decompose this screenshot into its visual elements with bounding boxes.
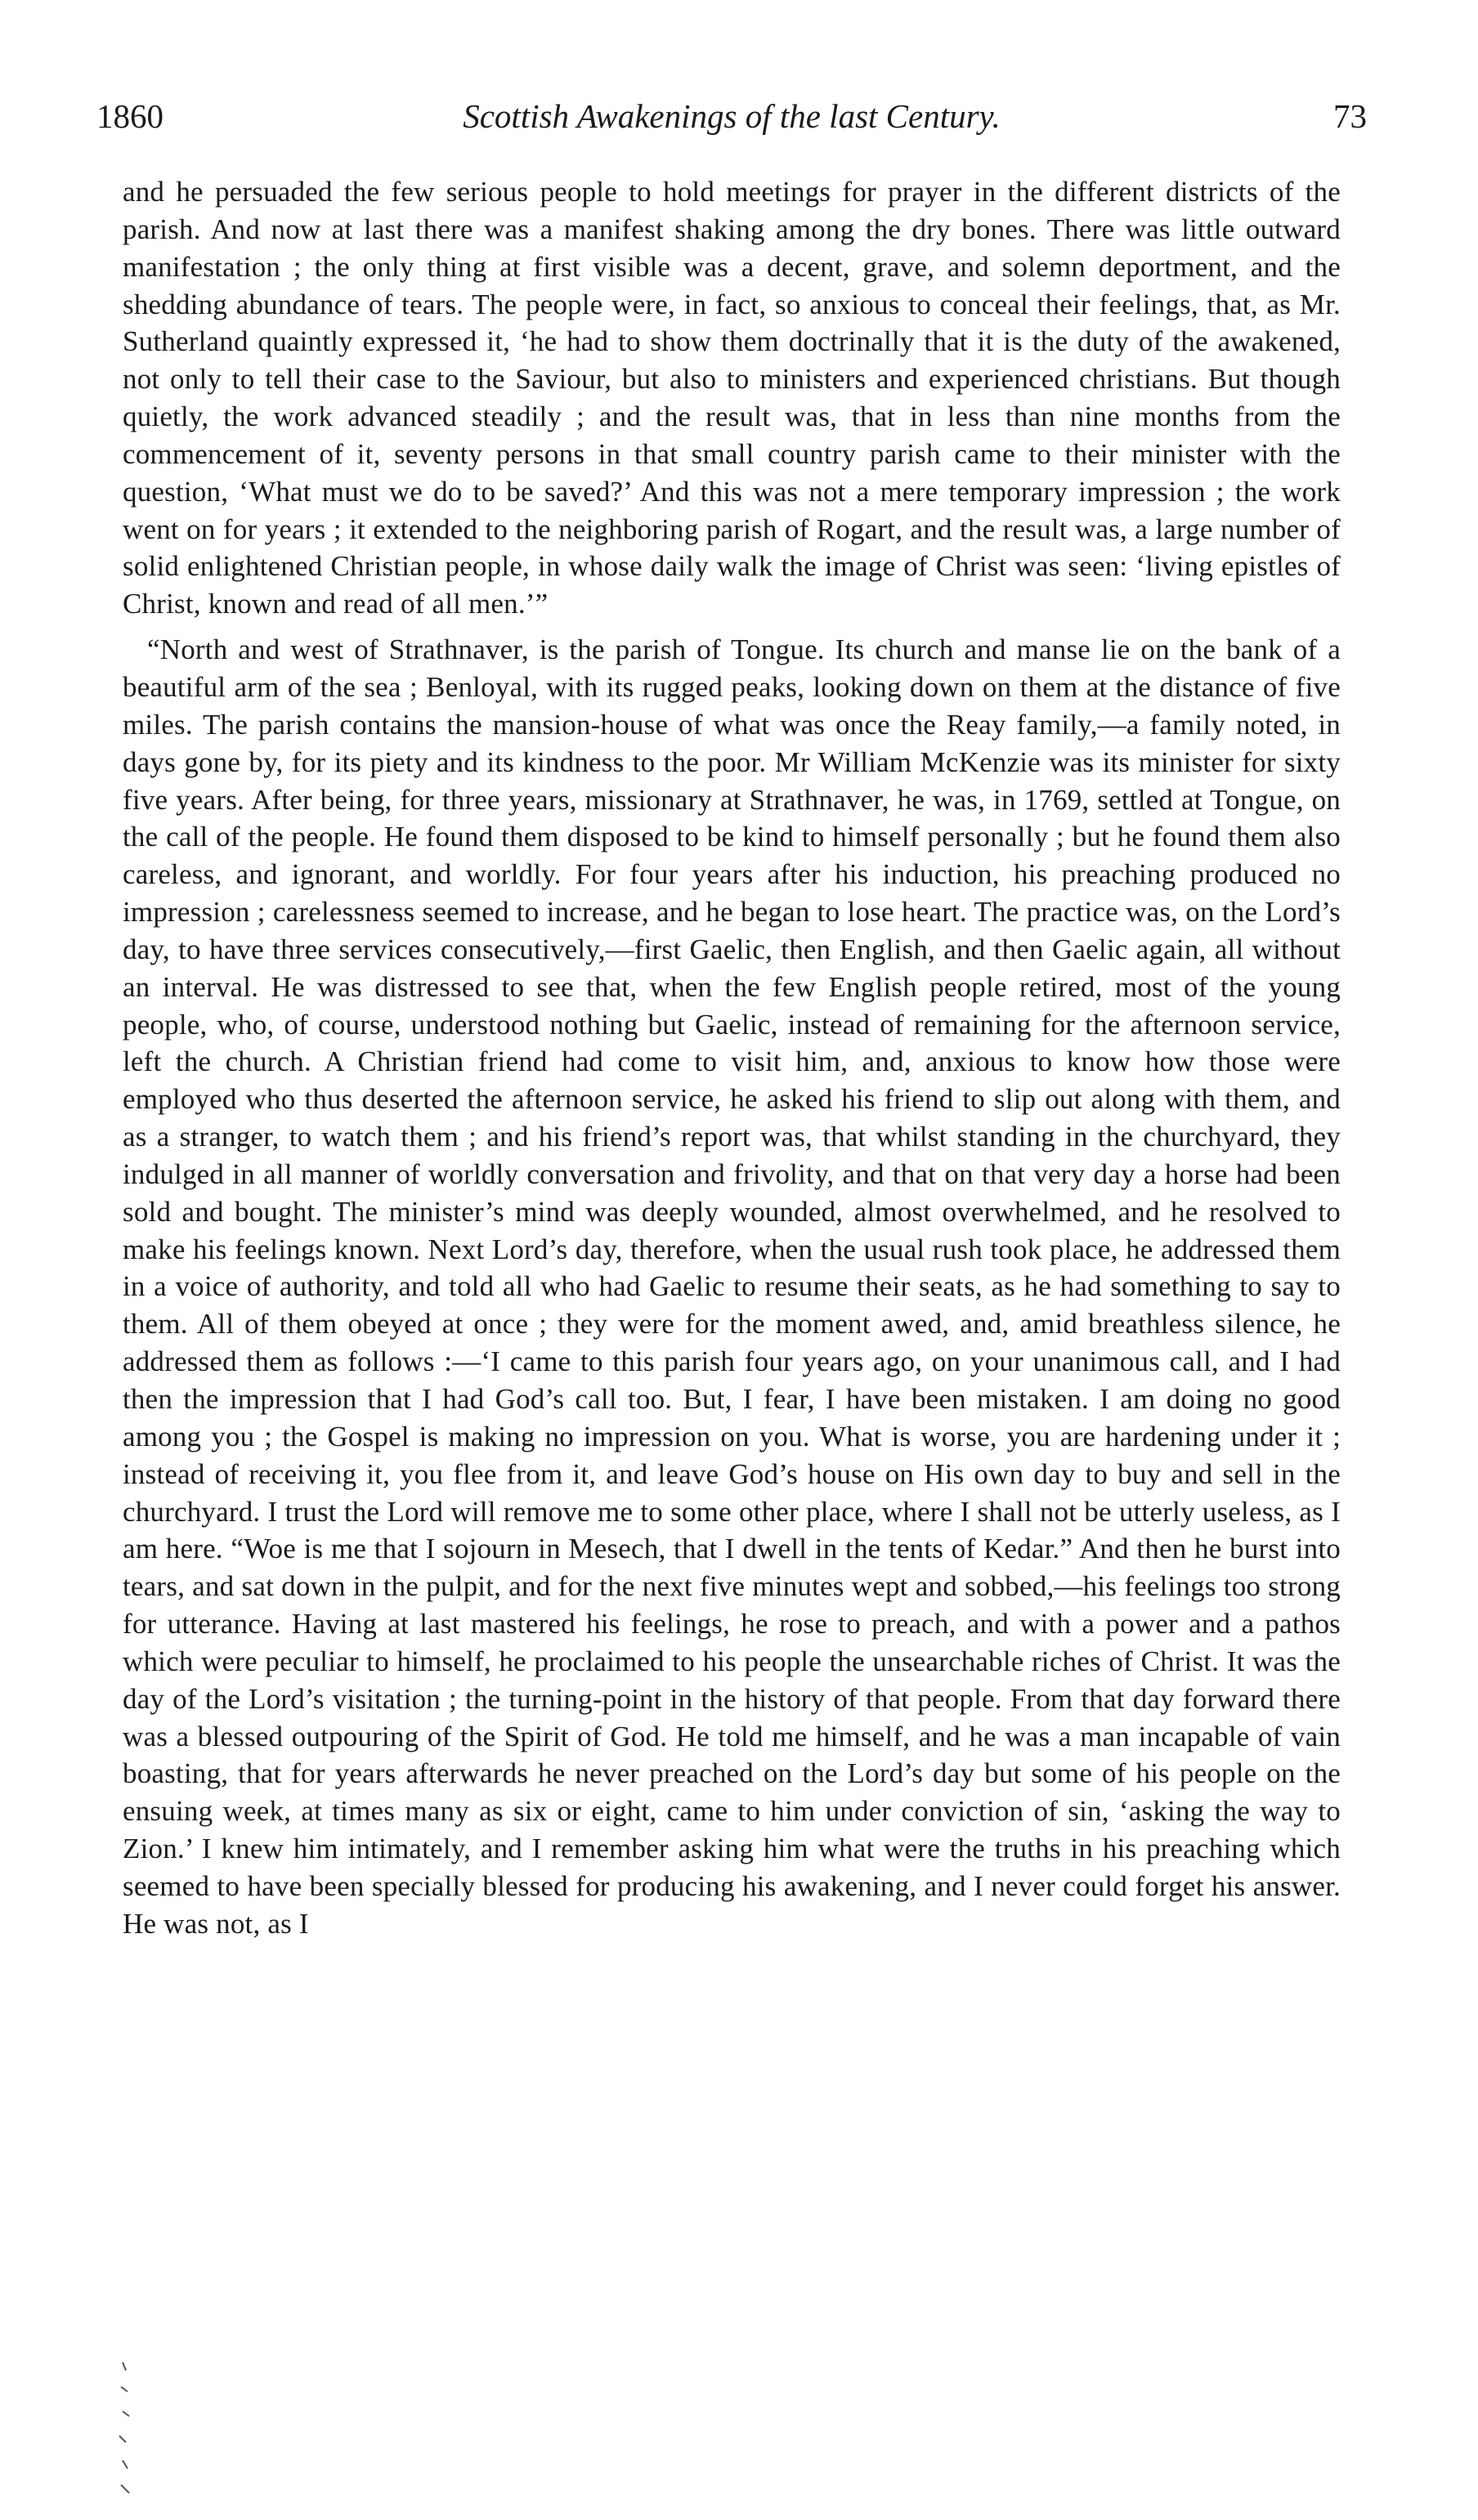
header-year: 1860 bbox=[96, 97, 163, 135]
running-header bbox=[96, 92, 1367, 141]
margin-ink-marks bbox=[114, 2354, 147, 2501]
page-number: 73 bbox=[1333, 97, 1367, 135]
paragraph-2: “North and west of Strathnaver, is the parish of Tongue. Its church and manse lie on the bank of a beautiful arm of the sea ; Benloyal, with its rugged peaks, looking down on them at the distance of five miles. The parish contains the mansion-house of what was once the Reay family,—a family noted, in days gone by, for its piety and its kindness to the poor. Mr William McKenzie was its minister for sixty five years. After being, for three years, missionary at Strathnaver, he was, in 1769, settled at Tongue, on the call of the people. He found them disposed to be kind to himself personally ; but he found them also careless, and ignorant, and worldly. For four years after his induction, his preaching produced no impression ; carelessness seemed to increase, and he began to lose heart. The practice was, on the Lord’s day, to have three services consecutively,—first Gaelic, then English, and then Gaelic again, all without an interval. He was distressed to see that, when the few English people retired, most of the young people, who, of course, understood nothing but Gaelic, instead of remaining for the afternoon service, left the church. A Christian friend had come to visit him, and, anxious to know how those were employed who thus deserted the afternoon service, he asked his friend to slip out along with them, and as a stranger, to watch them ; and his friend’s report was, that whilst standing in the churchyard, they indulged in all manner of worldly conversation and frivolity, and that on that very day a horse had been sold and bought. The minister’s mind was deeply wounded, almost overwhelmed, and he resolved to make his feelings known. Next Lord’s day, therefore, when the usual rush took place, he addressed them in a voice of authority, and told all who had Gaelic to resume their seats, as he had something to say to them. All of them obeyed at once ; they were for the moment awed, and, amid breathless silence, he addressed them as follows :—‘I came to this parish four years ago, on your unanimous call, and I had then the impression that I had God’s call too. But, I fear, I have been mistaken. I am doing no good among you ; the Gospel is making no impression on you. What is worse, you are hardening under it ; instead of receiving it, you flee from it, and leave God’s house on His own day to buy and sell in the churchyard. I trust the Lord will remove me to some other place, where I shall not be utterly useless, as I am here. “Woe is me that I sojourn in Mesech, that I dwell in the tents of Kedar.” And then he burst into tears, and sat down in the pulpit, and for the next five minutes wept and sobbed,—his feelings too strong for utterance. Having at last mastered his feelings, he rose to preach, and with a power and a pathos which were peculiar to himself, he proclaimed to his people the unsearchable riches of Christ. It was the day of the Lord’s visitation ; the turning-point in the history of that people. From that day forward there was a blessed outpouring of the Spirit of God. He told me himself, and he was a man incapable of vain boasting, that for years afterwards he never preached on the Lord’s day but some of his people on the ensuing week, at times many as six or eight, came to him under conviction of sin, ‘asking the way to Zion.’ I knew him intimately, and I remember asking him what were the truths in his preaching which seemed to have been specially blessed for producing his awakening, and I never could forget his answer. He was not, as I bbox=[123, 633, 1341, 1940]
body-text bbox=[123, 173, 1341, 1943]
paragraph-1: and he persuaded the few serious people to hold meetings for prayer in the different districts of the parish. And now at last there was a manifest shaking among the dry bones. There was little outward manifestation ; the only thing at first visible was a decent, grave, and solemn deportment, and the shedding abundance of tears. The people were, in fact, so anxious to conceal their feelings, that, as Mr. Sutherland quaintly expressed it, ‘he had to show them doctrinally that it is the duty of the awakened, not only to tell their case to the Saviour, but also to ministers and experienced christians. But though quietly, the work advanced steadily ; and the result was, that in less than nine months from the commencement of it, seventy persons in that small country parish came to their minister with the question, ‘What must we do to be saved?’ And this was not a mere temporary impression ; the work went on for years ; it extended to the neighboring parish of Rogart, and the result was, a large number of solid enlightened Christian people, in whose daily walk the image of Christ was seen: ‘living epistles of Christ, known and read of all men.’” bbox=[123, 176, 1341, 620]
margin-marks bbox=[114, 2354, 147, 2501]
header-title: Scottish Awakenings of the last Century. bbox=[463, 97, 1001, 135]
